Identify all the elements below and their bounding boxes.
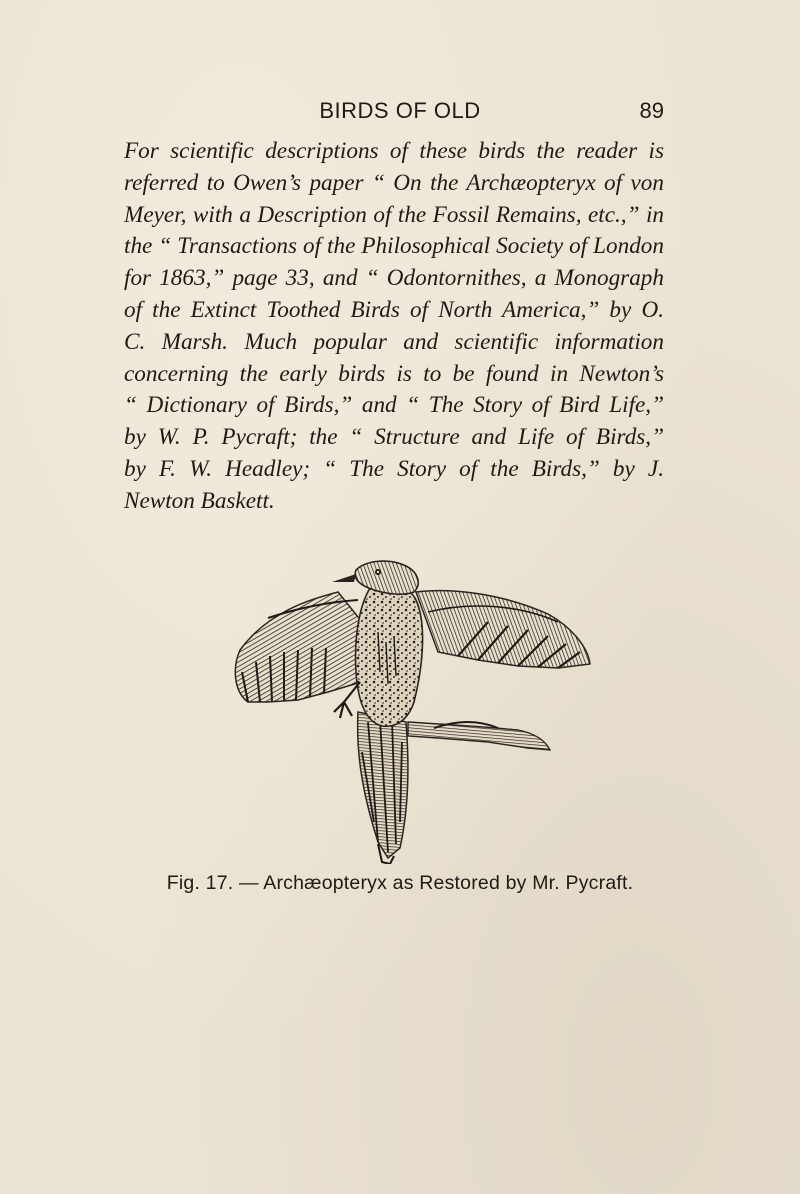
- caption-dash: —: [233, 872, 264, 894]
- text-line: Meyer, with a Description of the Fossil Remains, etc.,” in: [124, 201, 664, 228]
- caption-label: Fig. 17.: [166, 872, 234, 894]
- text-line: “ Dictionary of Birds,” and “ The Story of Bird Life,”: [124, 392, 664, 419]
- text-line: the “ Transactions of the Philosophical Society of London: [124, 233, 664, 260]
- text-line: by F. W. Headley; “ The Story of the Birds,” by J.: [124, 455, 664, 482]
- caption-text: Archæopteryx as Restored by Mr. Pycraft.: [263, 872, 634, 894]
- text-line: referred to Owen’s paper “ On the Archæopteryx of von: [124, 169, 664, 196]
- text-line: For scientific descriptions of these birds the reader is: [124, 138, 664, 164]
- figure-caption: [0, 872, 800, 895]
- page-number: 89: [639, 98, 664, 123]
- tail-feathers: [358, 712, 408, 864]
- bird-head: [332, 561, 418, 594]
- bird-body: [356, 584, 423, 726]
- running-title: BIRDS OF OLD: [319, 98, 481, 123]
- body-paragraph: [124, 136, 664, 518]
- text-line: by W. P. Pycraft; the “ Structure and Life of Birds,”: [124, 424, 664, 451]
- text-line: of the Extinct Toothed Birds of North America,” by O.: [124, 296, 664, 323]
- right-wing: [416, 591, 590, 668]
- text-line: for 1863,” page 33, and “ Odontornithes, a Monograph: [124, 265, 664, 292]
- text-line: concerning the early birds is to be found in Newton’s: [124, 360, 664, 387]
- text-line: Newton Baskett.: [124, 487, 275, 514]
- extended-foot: [408, 722, 550, 750]
- running-head: [0, 98, 800, 128]
- text-line: C. Marsh. Much popular and scientific information: [124, 328, 664, 355]
- archaeopteryx-illustration: [228, 552, 598, 864]
